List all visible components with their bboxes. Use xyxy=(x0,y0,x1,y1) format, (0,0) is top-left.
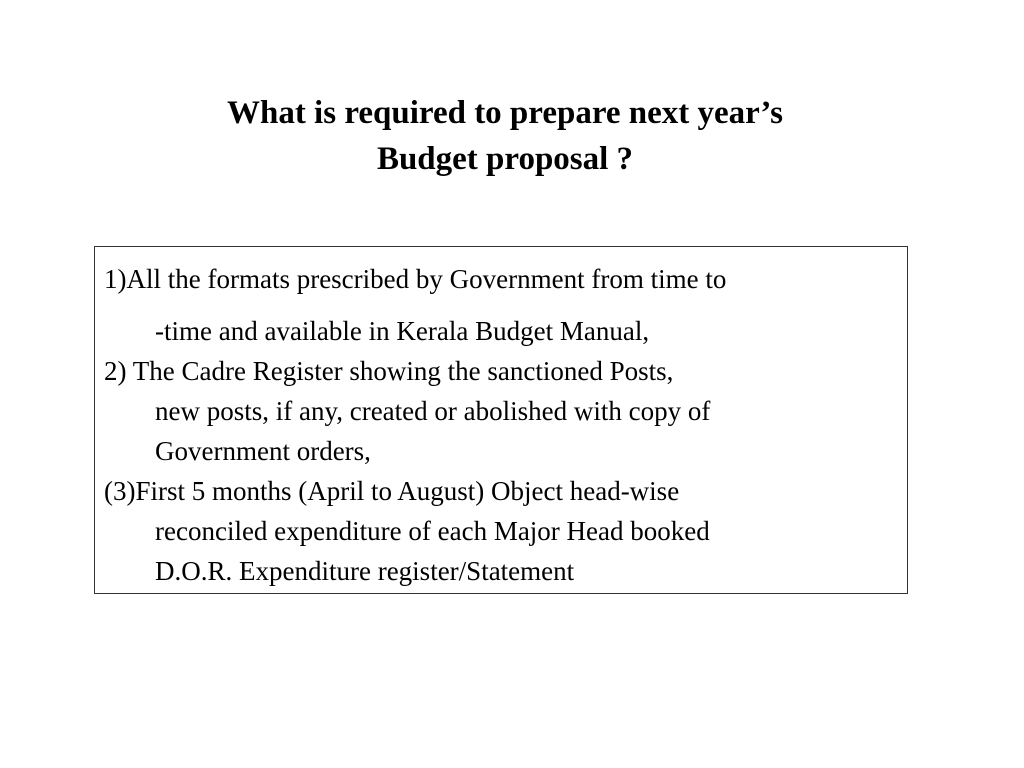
requirements-box xyxy=(94,246,908,594)
requirement-3-text: (3)First 5 months (April to August) Object head-wise xyxy=(104,476,680,506)
requirement-item-3 xyxy=(104,471,907,591)
requirement-2-continuation-2: Government orders, xyxy=(155,436,371,466)
requirement-2-text: 2) The Cadre Register showing the sanctioned Posts, xyxy=(104,356,674,386)
requirement-1-continuation: -time and available in Kerala Budget Manual, xyxy=(155,316,650,346)
requirement-2-continuation-1: new posts, if any, created or abolished with copy of xyxy=(155,396,711,426)
slide-title xyxy=(0,90,1010,182)
requirement-item-1 xyxy=(104,259,907,351)
title-line-2: Budget proposal ? xyxy=(376,141,634,177)
requirement-3-continuation-2: D.O.R. Expenditure register/Statement xyxy=(155,556,575,586)
requirement-item-2 xyxy=(104,351,907,471)
requirement-1-text: 1)All the formats prescribed by Government from time to xyxy=(104,264,727,294)
title-line-1: What is required to prepare next year’s xyxy=(226,95,784,131)
requirement-3-continuation-1: reconciled expenditure of each Major Head booked xyxy=(155,516,710,546)
